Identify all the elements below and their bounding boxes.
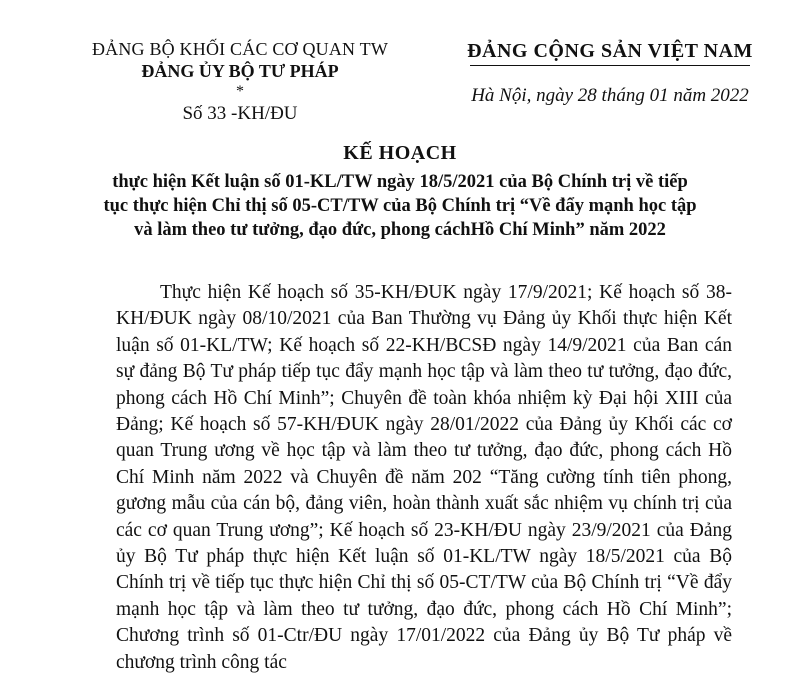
- issuing-organization: ĐẢNG ỦY BỘ TƯ PHÁP: [141, 61, 339, 81]
- party-name: ĐẢNG CỘNG SẢN VIỆT NAM: [467, 40, 753, 62]
- document-title-block: [100, 140, 700, 242]
- parent-organization: ĐẢNG BỘ KHỐI CÁC CƠ QUAN TW: [91, 39, 389, 59]
- body-paragraph: Thực hiện Kế hoạch số 35-KH/ĐUK ngày 17/9/2021; Kế hoạch số 38-KH/ĐUK ngày 08/10/2021 của Ban Thường vụ Đảng ủy Khối thực hiện Kết luận số 01-KL/TW; Kế hoạch số 22-KH/BCSĐ ngày 14/9/2021 của Ban cán sự đảng Bộ Tư pháp tiếp tục đẩy mạnh học tập và làm theo tư tưởng, đạo đức, phong cách Hồ Chí Minh”; Chuyên đề toàn khóa nhiệm kỳ Đại hội XIII của Đảng; Kế hoạch số 57-KH/ĐUK ngày 28/01/2022 của Đảng ủy Khối các cơ quan Trung ương về học tập và làm theo tư tưởng, đạo đức, phong cách Hồ Chí Minh năm 2022 và Chuyên đề năm 202 “Tăng cường tính tiên phong, gương mẫu của cán bộ, đảng viên, hoàn thành xuất sắc nhiệm vụ chính trị của các cơ quan Trung ương”; Kế hoạch số 23-KH/ĐU ngày 23/9/2021 của Đảng ủy Bộ Tư pháp thực hiện Kết luận số 01-KL/TW ngày 18/5/2021 của Bộ Chính trị về tiếp tục thực hiện Chỉ thị số 05-CT/TW của Bộ Chính trị “Về đẩy mạnh học tập và làm theo tư tưởng, đạo đức, phong cách Hồ Chí Minh”; Chương trình số 01-Ctr/ĐU ngày 17/01/2022 của Đảng ủy Bộ Tư pháp về chương trình công tác: [116, 282, 732, 673]
- issuing-agency-block: [90, 38, 390, 126]
- party-underline: [470, 65, 750, 66]
- national-header-block: [440, 38, 780, 108]
- document-subject: thực hiện Kết luận số 01-KL/TW ngày 18/5/2021 của Bộ Chính trị về tiếp tục thực hiện Chỉ thị số 05-CT/TW của Bộ Chính trị “Về đẩy mạnh học tập và làm theo tư tưởng, đạo đức, phong cáchHồ Chí Minh” năm 2022: [103, 172, 697, 240]
- place-and-date: Hà Nội, ngày 28 tháng 01 năm 2022: [471, 85, 749, 106]
- asterisk-mark: *: [236, 83, 244, 100]
- document-type: KẾ HOẠCH: [343, 142, 457, 164]
- document-number: Số 33 -KH/ĐU: [182, 103, 298, 124]
